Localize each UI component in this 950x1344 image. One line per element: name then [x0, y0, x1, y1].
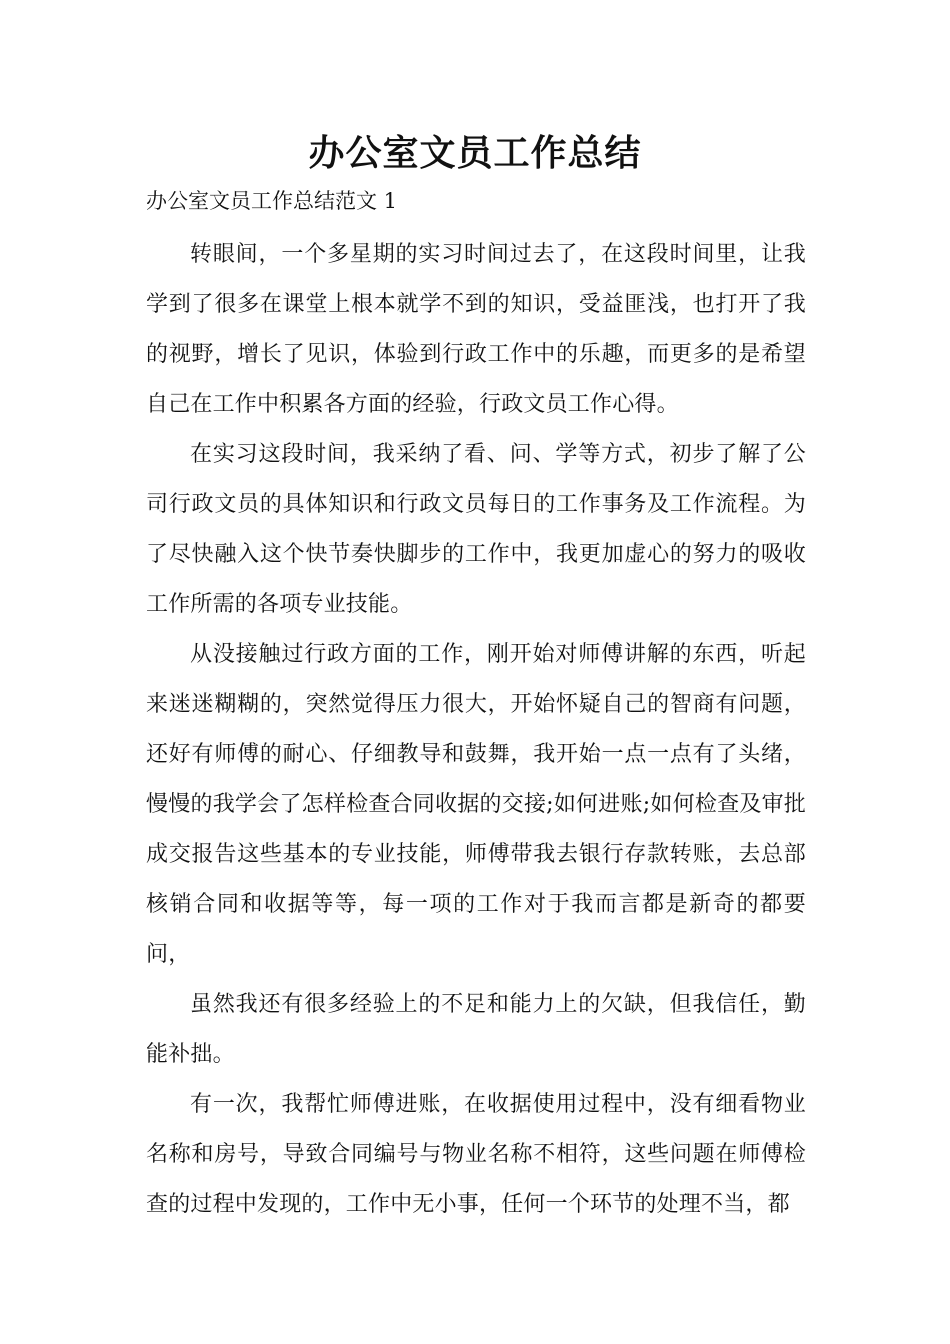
paragraph: 有一次，我帮忙师傅进账，在收据使用过程中，没有细看物业名称和房号，导致合同编号与物业名称不相符，这些问题在师傅检查的过程中发现的，工作中无小事，任何一个环节的处理不当，都: [146, 1092, 806, 1217]
document-body: [146, 230, 806, 1230]
paragraph: 在实习这段时间，我采纳了看、问、学等方式，初步了解了公司行政文员的具体知识和行政文员每日的工作事务及工作流程。为了尽快融入这个快节奏快脚步的工作中，我更加虚心的努力的吸收工作所需的各项专业技能。: [146, 442, 806, 617]
document-title: 办公室文员工作总结: [308, 132, 642, 174]
document-subtitle: 办公室文员工作总结范文 1: [146, 189, 398, 213]
paragraph: 转眼间，一个多星期的实习时间过去了，在这段时间里，让我学到了很多在课堂上根本就学不到的知识，受益匪浅，也打开了我的视野，增长了见识，体验到行政工作中的乐趣，而更多的是希望自己在工作中积累各方面的经验，行政文员工作心得。: [146, 242, 806, 417]
paragraph: 虽然我还有很多经验上的不足和能力上的欠缺，但我信任，勤能补拙。: [146, 992, 806, 1067]
paragraph: 从没接触过行政方面的工作，刚开始对师傅讲解的东西，听起来迷迷糊糊的，突然觉得压力很大，开始怀疑自己的智商有问题，还好有师傅的耐心、仔细教导和鼓舞，我开始一点一点有了头绪，慢慢的我学会了怎样检查合同收据的交接;如何进账;如何检查及审批成交报告这些基本的专业技能，师傅带我去银行存款转账，去总部核销合同和收据等等，每一项的工作对于我而言都是新奇的都要问，: [146, 642, 806, 967]
